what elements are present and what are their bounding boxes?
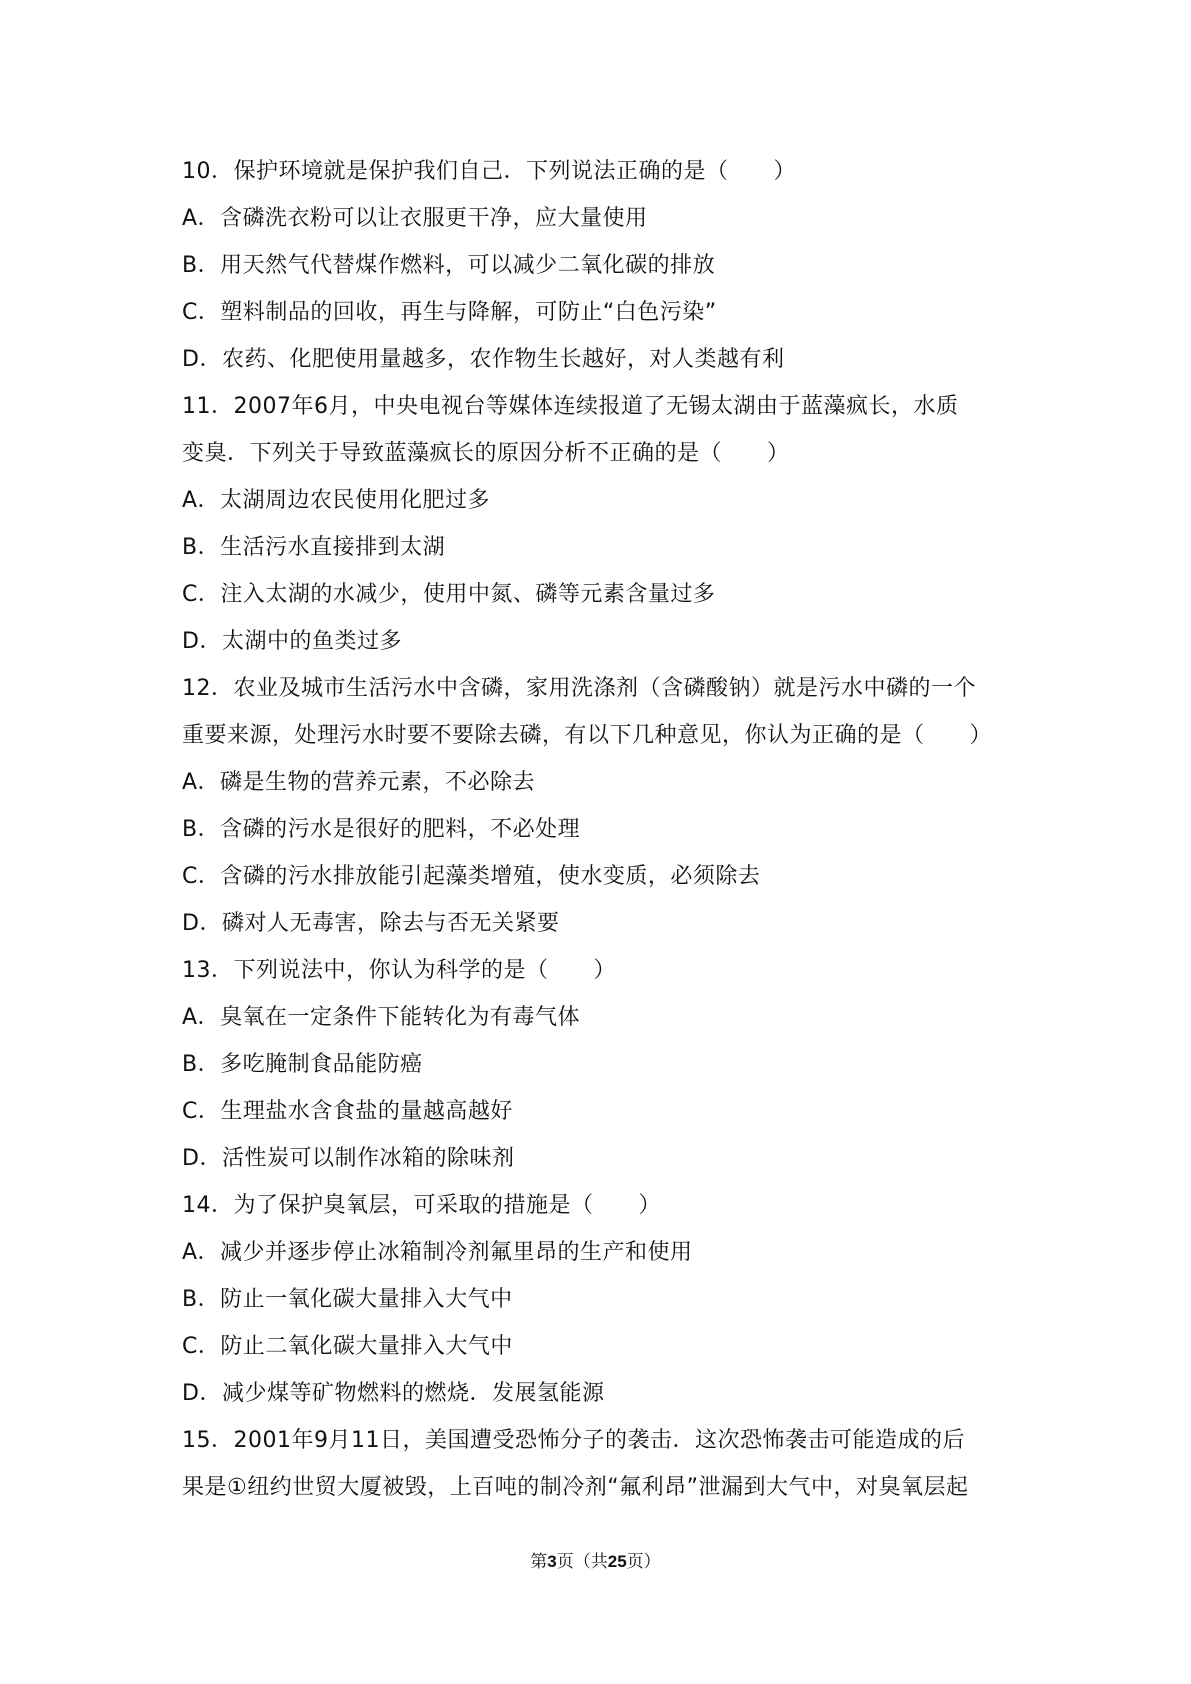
footer-prefix: 第 (530, 1552, 548, 1572)
option-b: B．生活污水直接排到太湖 (182, 535, 446, 560)
question-stem-continued: 果是①纽约世贸大厦被毁，上百吨的制冷剂“氟利昂”泄漏到大气中，对臭氧层起 (182, 1475, 969, 1500)
option-d: D．太湖中的鱼类过多 (182, 629, 402, 654)
option-c: C．注入太湖的水减少，使用中氮、磷等元素含量过多 (182, 582, 716, 607)
document-page (182, 148, 1022, 1511)
question-12 (182, 665, 1022, 947)
option-c: C．防止二氧化碳大量排入大气中 (182, 1334, 513, 1359)
option-d: D．农药、化肥使用量越多，农作物生长越好，对人类越有利 (182, 347, 785, 372)
question-10 (182, 148, 1022, 383)
option-c: C．生理盐水含食盐的量越高越好 (182, 1099, 513, 1124)
question-stem: 14．为了保护臭氧层，可采取的措施是（ ） (182, 1193, 661, 1218)
option-a: A．含磷洗衣粉可以让衣服更干净，应大量使用 (182, 206, 648, 231)
option-a: A．减少并逐步停止冰箱制冷剂氟里昂的生产和使用 (182, 1240, 693, 1265)
option-b: B．多吃腌制食品能防癌 (182, 1052, 423, 1077)
option-d: D．磷对人无毒害，除去与否无关紧要 (182, 911, 560, 936)
question-14 (182, 1182, 1022, 1417)
option-b: B．含磷的污水是很好的肥料，不必处理 (182, 817, 581, 842)
question-stem: 10．保护环境就是保护我们自己．下列说法正确的是（ ） (182, 159, 796, 184)
question-15 (182, 1417, 1022, 1511)
option-a: A．磷是生物的营养元素，不必除去 (182, 770, 536, 795)
footer-suffix: 页） (626, 1552, 661, 1572)
question-stem: 11．2007年6月，中央电视台等媒体连续报道了无锡太湖由于蓝藻疯长，水质 (182, 394, 959, 419)
question-stem: 13．下列说法中，你认为科学的是（ ） (182, 958, 616, 983)
question-stem: 15．2001年9月11日，美国遭受恐怖分子的袭击．这次恐怖袭击可能造成的后 (182, 1428, 965, 1453)
option-b: B．防止一氧化碳大量排入大气中 (182, 1287, 513, 1312)
footer-page-number: 3 (547, 1552, 557, 1571)
footer-total-pages: 25 (607, 1552, 627, 1571)
footer-middle: 页（共 (556, 1552, 608, 1572)
option-a: A．臭氧在一定条件下能转化为有毒气体 (182, 1005, 581, 1030)
question-stem-continued: 重要来源，处理污水时要不要除去磷，有以下几种意见，你认为正确的是（ ） (182, 723, 993, 748)
option-a: A．太湖周边农民使用化肥过多 (182, 488, 491, 513)
page-footer (0, 1547, 1191, 1572)
question-stem: 12．农业及城市生活污水中含磷，家用洗涤剂（含磷酸钠）就是污水中磷的一个 (182, 676, 976, 701)
question-13 (182, 947, 1022, 1182)
question-stem-continued: 变臭．下列关于导致蓝藻疯长的原因分析不正确的是（ ） (182, 441, 790, 466)
option-d: D．减少煤等矿物燃料的燃烧．发展氢能源 (182, 1381, 605, 1406)
option-d: D．活性炭可以制作冰箱的除味剂 (182, 1146, 515, 1171)
option-c: C．塑料制品的回收，再生与降解，可防止“白色污染” (182, 300, 717, 325)
option-c: C．含磷的污水排放能引起藻类增殖，使水变质，必须除去 (182, 864, 761, 889)
question-11 (182, 383, 1022, 665)
option-b: B．用天然气代替煤作燃料，可以减少二氧化碳的排放 (182, 253, 716, 278)
